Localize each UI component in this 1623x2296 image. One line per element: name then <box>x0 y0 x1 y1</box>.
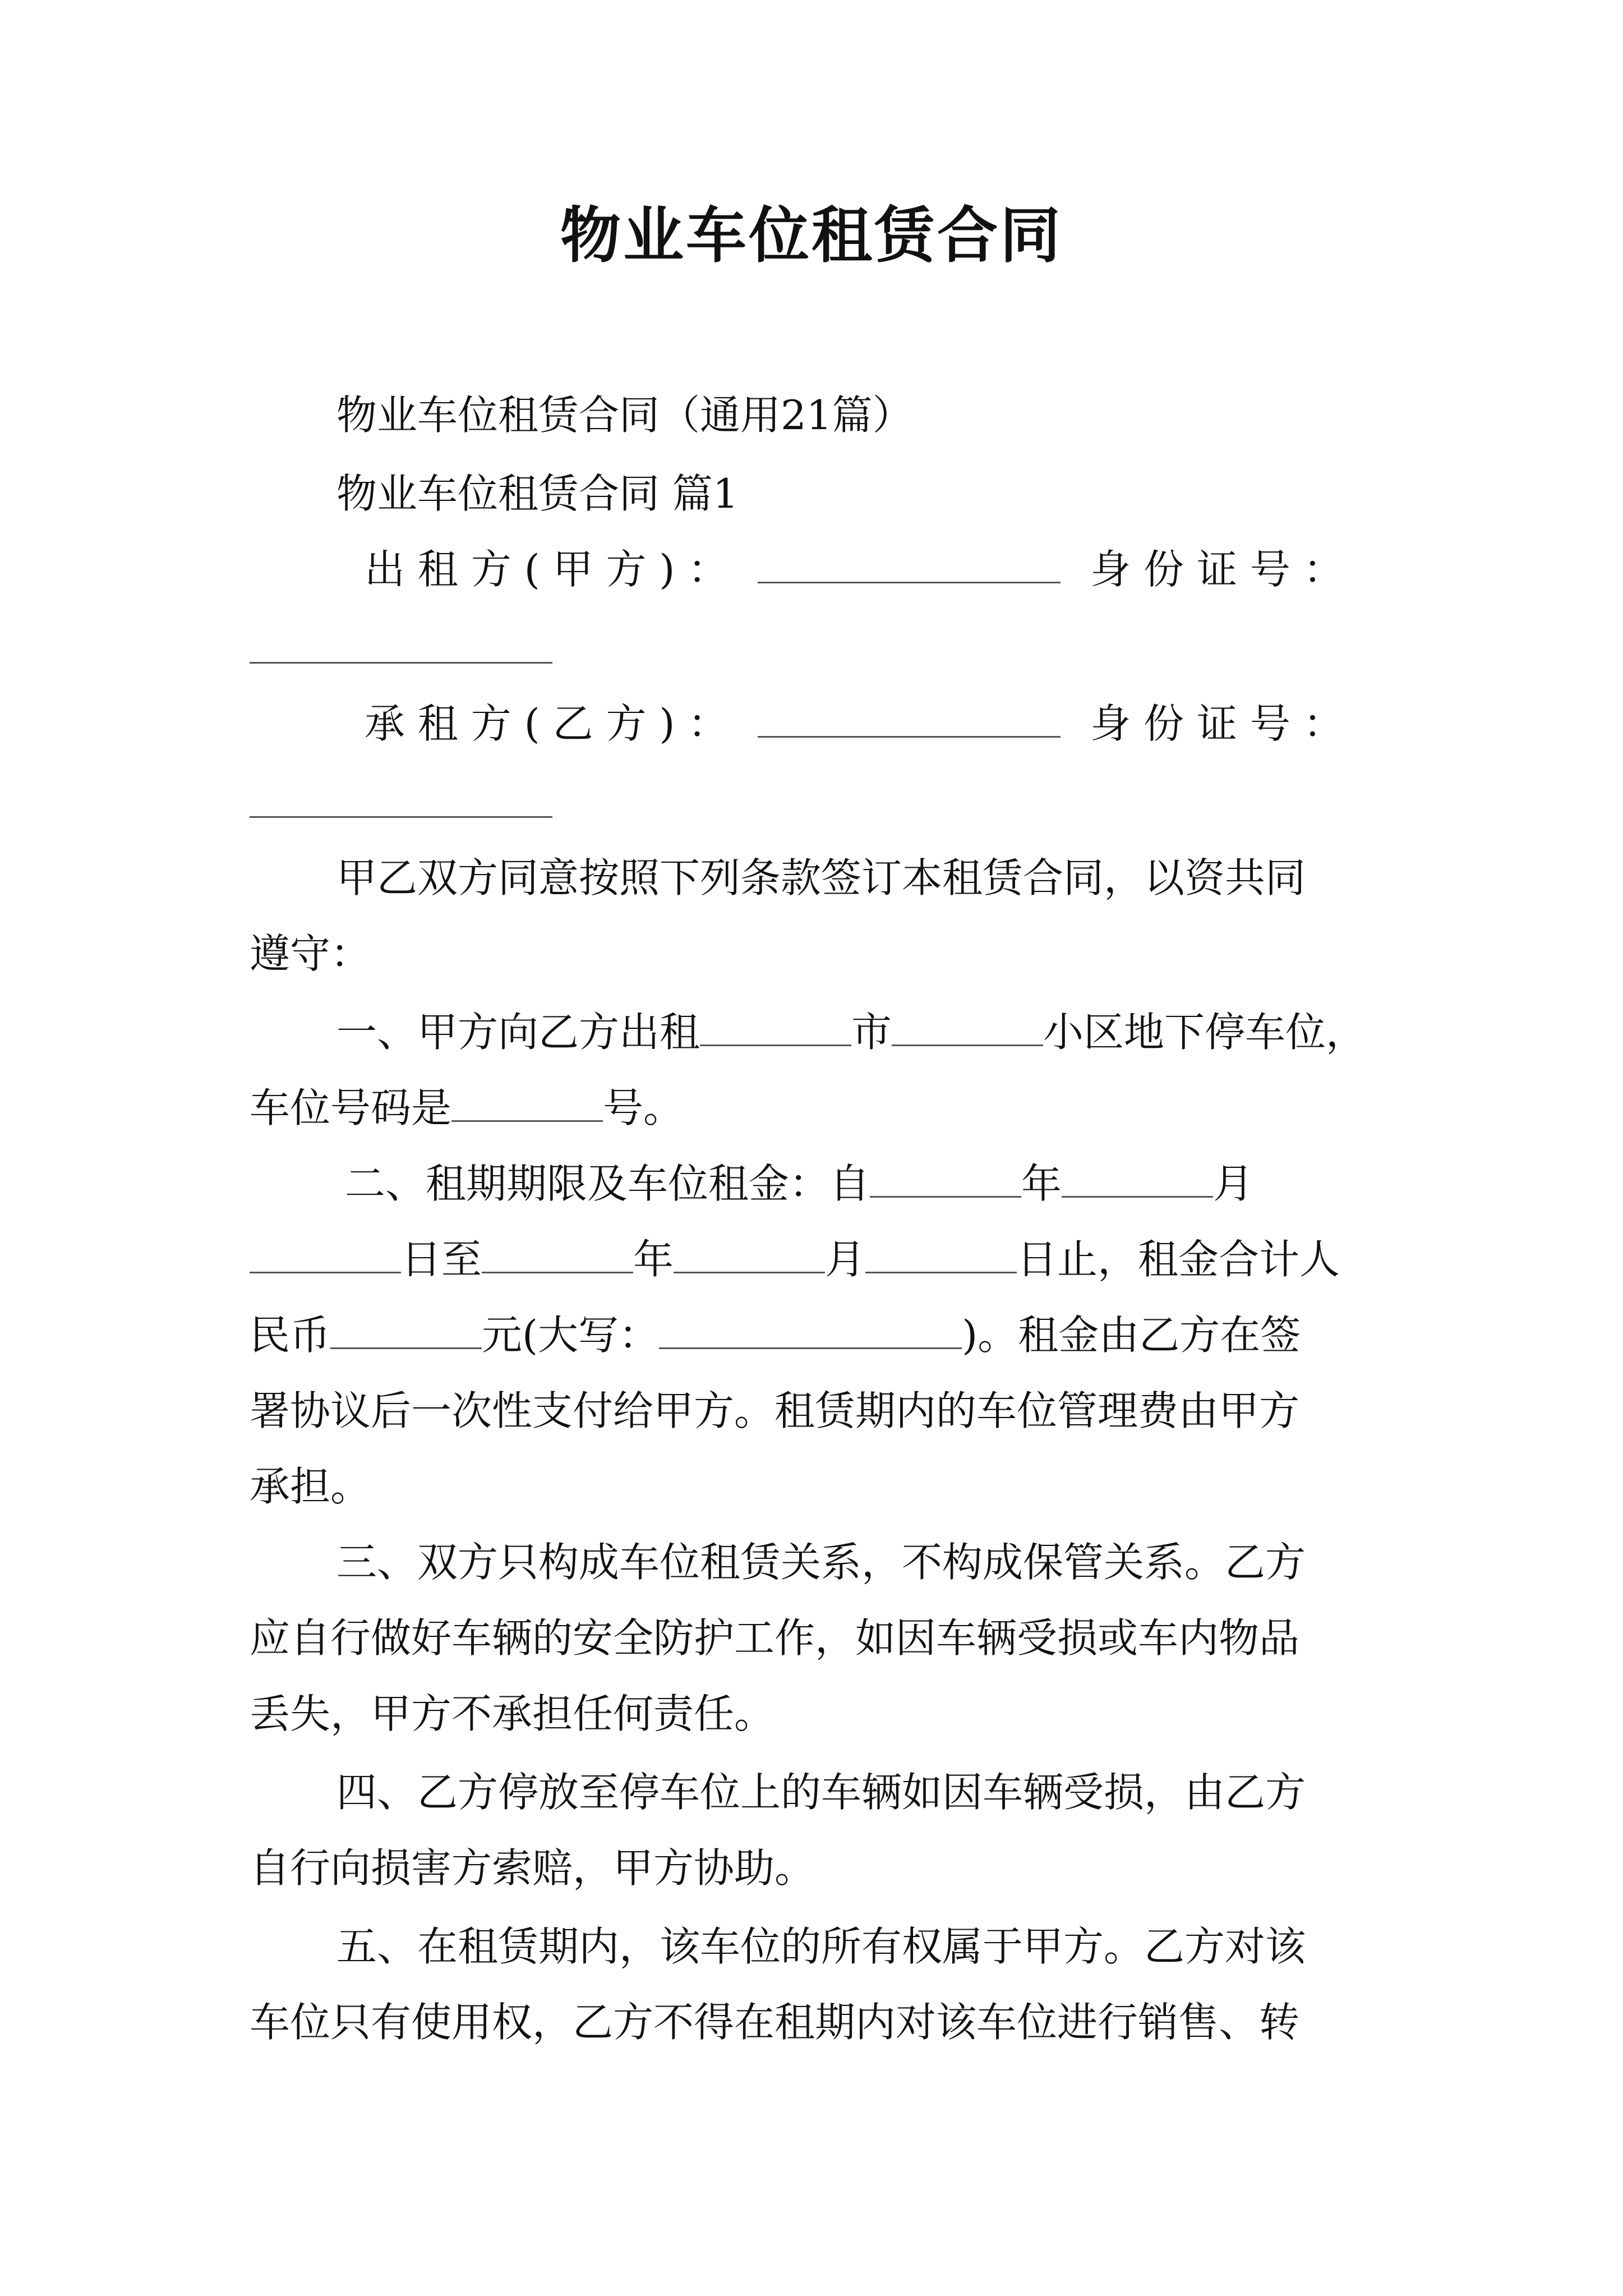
clause5-line-1: 五、在租赁期内，该车位的所有权属于甲方。乙方对该 <box>336 1923 1306 1970</box>
end-day-blank <box>865 1237 1017 1273</box>
lessor-label: 出 租 方 ( 甲 方 ) ： <box>365 546 728 593</box>
end-month-blank <box>674 1237 825 1273</box>
clause2-text-i: 元(大写： <box>482 1312 660 1359</box>
clause4-line-1: 四、乙方停放至停车位上的车辆如因车辆受损，由乙方 <box>336 1769 1306 1816</box>
clause2-line-3 <box>250 1307 1382 1363</box>
clause2-text-c: 月 <box>1213 1160 1254 1207</box>
lessee-label: 承 租 方 ( 乙 方 ) ： <box>365 700 728 747</box>
amount-words-blank <box>659 1313 962 1349</box>
clause2-text-f: 月 <box>825 1236 866 1283</box>
lessee-name-blank <box>758 701 1061 738</box>
clause3-line-3: 丢失，甲方不承担任何责任。 <box>250 1690 775 1737</box>
start-day-blank <box>250 1237 401 1273</box>
document-title: 物业车位租赁合同 <box>560 200 1063 271</box>
clause3-line-1: 三、双方只构成车位租赁关系，不构成保管关系。乙方 <box>336 1539 1306 1586</box>
clause2-line-4: 署协议后一次性支付给甲方。租赁期内的车位管理费由甲方 <box>250 1387 1300 1434</box>
clause1-line-1 <box>336 1004 1469 1060</box>
clause2-text-h: 民币 <box>250 1312 331 1359</box>
community-blank <box>892 1010 1043 1046</box>
clause2-text-g: 日止，租金合计人 <box>1017 1236 1340 1283</box>
intro-line-2: 遵守： <box>250 930 371 977</box>
clause5-line-2: 车位只有使用权，乙方不得在租期内对该车位进行销售、转 <box>250 1999 1300 2046</box>
space-number-blank <box>451 1085 603 1122</box>
start-year-blank <box>870 1161 1021 1198</box>
amount-blank <box>330 1313 482 1349</box>
clause2-text-b: 年 <box>1021 1160 1062 1207</box>
clause1-text-e: 号。 <box>603 1084 684 1131</box>
city-blank <box>700 1010 851 1046</box>
clause2-line-5: 承担。 <box>250 1463 371 1510</box>
lessee-id-blank <box>250 816 552 818</box>
clause2-text-a: 二、租期期限及车位租金：自 <box>345 1160 870 1207</box>
clause2-line-2 <box>250 1231 1382 1287</box>
clause1-text-b: 市 <box>851 1009 892 1056</box>
clause2-text-j: )。租金由乙方在签 <box>962 1312 1301 1359</box>
lessor-row <box>365 541 1385 597</box>
lessee-row <box>365 696 1385 752</box>
lessor-id-blank <box>250 662 552 664</box>
clause2-line-1 <box>345 1156 1478 1212</box>
start-month-blank <box>1062 1161 1213 1198</box>
clause4-line-2: 自行向损害方索赔，甲方协助。 <box>250 1844 815 1892</box>
clause1-text-a: 一、甲方向乙方出租 <box>336 1009 700 1056</box>
clause1-line-2 <box>250 1080 1382 1136</box>
intro-line-1: 甲乙双方同意按照下列条款签订本租赁合同，以资共同 <box>336 854 1306 901</box>
clause1-text-d: 车位号码是 <box>250 1084 452 1131</box>
end-year-blank <box>482 1237 633 1273</box>
section-heading: 物业车位租赁合同 篇1 <box>336 470 739 517</box>
lessee-id-label: 身 份 证 号 ： <box>1090 700 1344 747</box>
lessor-id-label: 身 份 证 号 ： <box>1090 546 1344 593</box>
lessor-name-blank <box>758 547 1061 583</box>
clause2-text-e: 年 <box>633 1236 674 1283</box>
clause1-text-c: 小区地下停车位， <box>1043 1009 1367 1056</box>
clause3-line-2: 应自行做好车辆的安全防护工作，如因车辆受损或车内物品 <box>250 1614 1300 1662</box>
document-subtitle: 物业车位租赁合同（通用21篇） <box>336 392 913 439</box>
clause2-text-d: 日至 <box>401 1236 482 1283</box>
